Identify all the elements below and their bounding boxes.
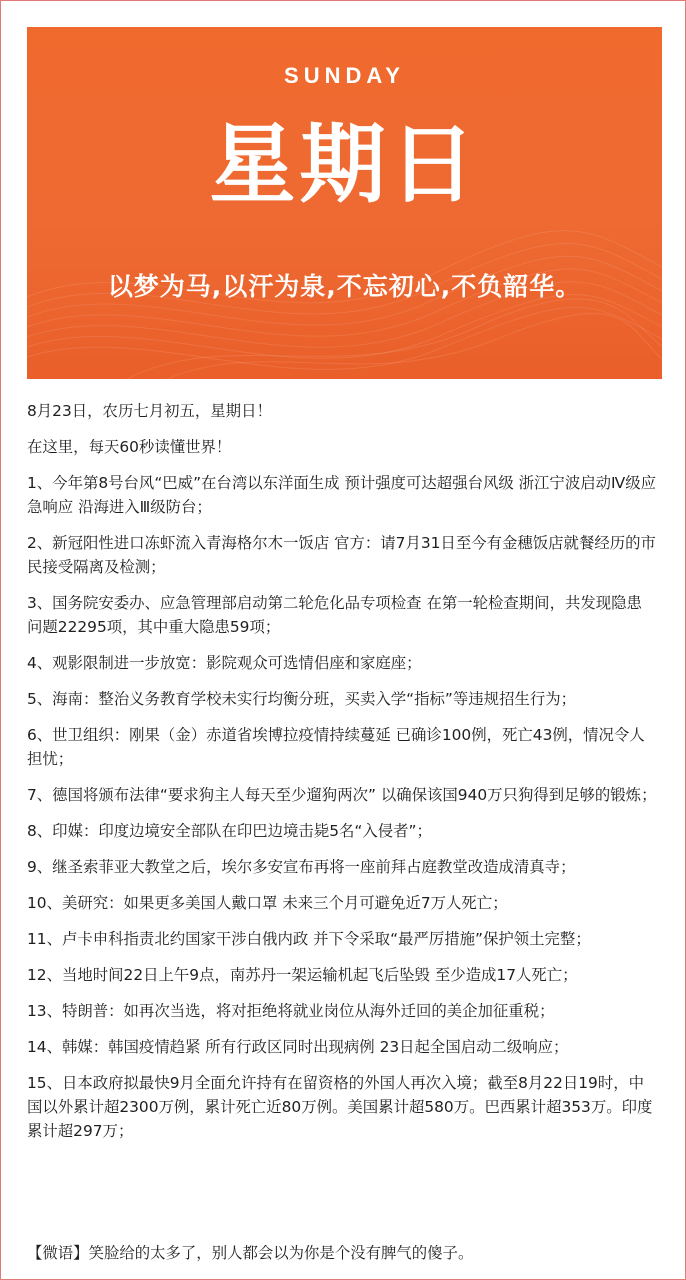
day-english: SUNDAY xyxy=(284,63,405,88)
news-item: 11、卢卡申科指责北约国家干涉白俄内政 并下令采取“最严厉措施”保护领土完整； xyxy=(27,930,591,948)
news-content xyxy=(27,399,657,1155)
news-item: 5、海南：整治义务教育学校未实行均衡分班，买卖入学“指标”等违规招生行为； xyxy=(27,690,577,708)
news-item: 8、印媒：印度边境安全部队在印巴边境击毙5名“入侵者”； xyxy=(27,822,432,840)
news-item: 7、德国将颁布法律“要求狗主人每天至少遛狗两次” 以确保该国940万只狗得到足够的锻炼； xyxy=(27,786,657,804)
news-item: 4、观影限制进一步放宽：影院观众可选情侣座和家庭座； xyxy=(27,654,422,672)
day-chinese: 星期日 xyxy=(209,114,480,215)
date-line: 8月23日，农历七月初五，星期日！ xyxy=(27,402,272,420)
news-item: 9、继圣索菲亚大教堂之后，埃尔多安宣布再将一座前拜占庭教堂改造成清真寺； xyxy=(27,858,576,876)
tagline: 在这里，每天60秒读懂世界！ xyxy=(27,438,232,456)
news-item: 15、日本政府拟最快9月全面允许持有在留资格的外国人再次入境；截至8月22日19时，中国以外累计超2300万例，累计死亡近80万例。美国累计超580万。巴西累计超353万。印度累计超297万； xyxy=(27,1074,653,1140)
news-item: 13、特朗普：如再次当选，将对拒绝将就业岗位从海外迁回的美企加征重税； xyxy=(27,1002,555,1020)
news-item: 10、美研究：如果更多美国人戴口罩 未来三个月可避免近7万人死亡； xyxy=(27,894,508,912)
daily-wisdom: 【微语】笑脸给的太多了，别人都会以为你是个没有脾气的傻子。 xyxy=(27,1244,474,1262)
news-item: 6、世卫组织：刚果（金）赤道省埃博拉疫情持续蔓延 已确诊100例，死亡43例，情况令人担忧； xyxy=(27,726,645,768)
motto-text: 以梦为马,以汗为泉,不忘初心,不负韶华。 xyxy=(107,272,582,301)
news-item: 2、新冠阳性进口冻虾流入青海格尔木一饭店 官方：请7月31日至今有金穗饭店就餐经历的市民接受隔离及检测； xyxy=(27,534,656,576)
sunday-banner xyxy=(27,27,662,379)
news-item: 12、当地时间22日上午9点，南苏丹一架运输机起飞后坠毁 至少造成17人死亡； xyxy=(27,966,578,984)
news-item: 14、韩媒：韩国疫情趋紧 所有行政区同时出现病例 23日起全国启动二级响应； xyxy=(27,1038,569,1056)
news-item: 3、国务院安委办、应急管理部启动第二轮危化品专项检查 在第一轮检查期间，共发现隐患问题22295项，其中重大隐患59项； xyxy=(27,594,642,636)
news-item: 1、今年第8号台风“巴威”在台湾以东洋面生成 预计强度可达超强台风级 浙江宁波启动Ⅳ级应急响应 沿海进入Ⅲ级防台； xyxy=(27,474,656,516)
